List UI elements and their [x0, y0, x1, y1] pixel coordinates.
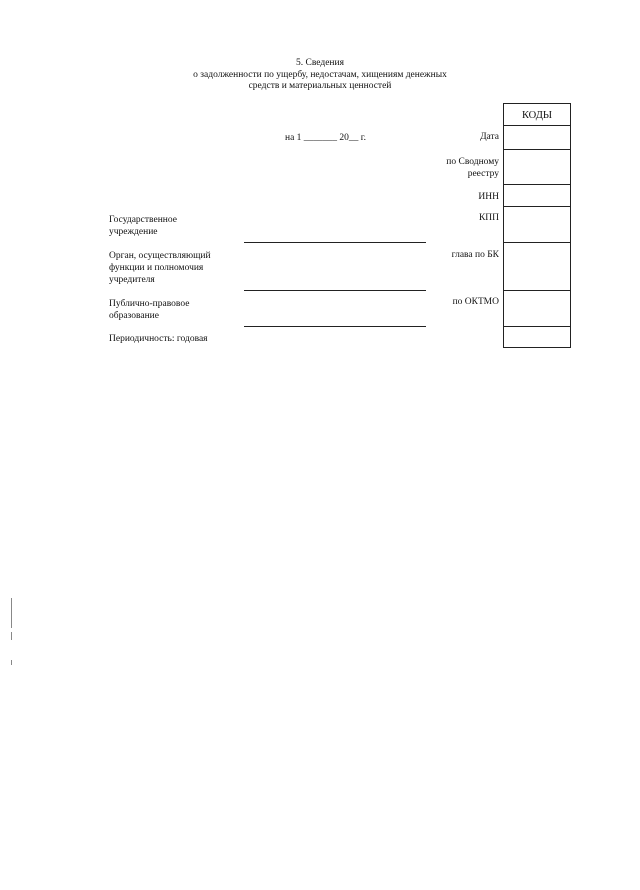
periodicity-label: Периодичность: годовая: [109, 334, 208, 344]
form-subtitle-line-1: о задолженности по ущербу, недостачам, хищениям денежных: [193, 70, 447, 80]
form-subtitle-line-2: средств и материальных ценностей: [248, 81, 392, 91]
codes-table-divider: [503, 149, 571, 150]
codes-table-header: КОДЫ: [521, 110, 553, 121]
scan-edge-mark: [11, 660, 12, 665]
codes-table: [503, 103, 571, 348]
code-label-inn: ИНН: [478, 192, 499, 202]
code-label-consolidated-registry-2: реестру: [467, 169, 499, 179]
public-entity-label-2: образование: [109, 311, 159, 321]
institution-label-2: учреждение: [109, 227, 158, 237]
code-label-kpp: КПП: [478, 213, 499, 223]
codes-table-divider: [503, 326, 571, 327]
code-label-date: Дата: [480, 132, 499, 142]
founder-label-1: Орган, осуществляющий: [109, 251, 211, 261]
founder-label-2: функции и полномочия: [109, 263, 204, 273]
codes-table-divider: [503, 242, 571, 243]
code-label-oktmo: по ОКТМО: [452, 297, 499, 307]
codes-table-divider: [503, 206, 571, 207]
form-number-title: 5. Сведения: [296, 58, 344, 68]
institution-label-1: Государственное: [109, 215, 177, 225]
founder-label-3: учредителя: [109, 275, 155, 285]
codes-table-divider: [503, 290, 571, 291]
public-entity-label-1: Публично-правовое: [109, 299, 190, 309]
report-date-line: на 1 _______ 20__ г.: [285, 133, 367, 143]
codes-table-divider: [503, 184, 571, 185]
scan-edge-mark: [11, 598, 12, 628]
scan-edge-mark: [11, 632, 12, 640]
codes-table-divider: [503, 125, 571, 126]
institution-underline: [244, 242, 426, 243]
code-label-budget-chapter: глава по БК: [451, 250, 499, 260]
code-label-consolidated-registry: по Сводному: [446, 157, 499, 167]
public-entity-underline: [244, 326, 426, 327]
founder-underline: [244, 290, 426, 291]
